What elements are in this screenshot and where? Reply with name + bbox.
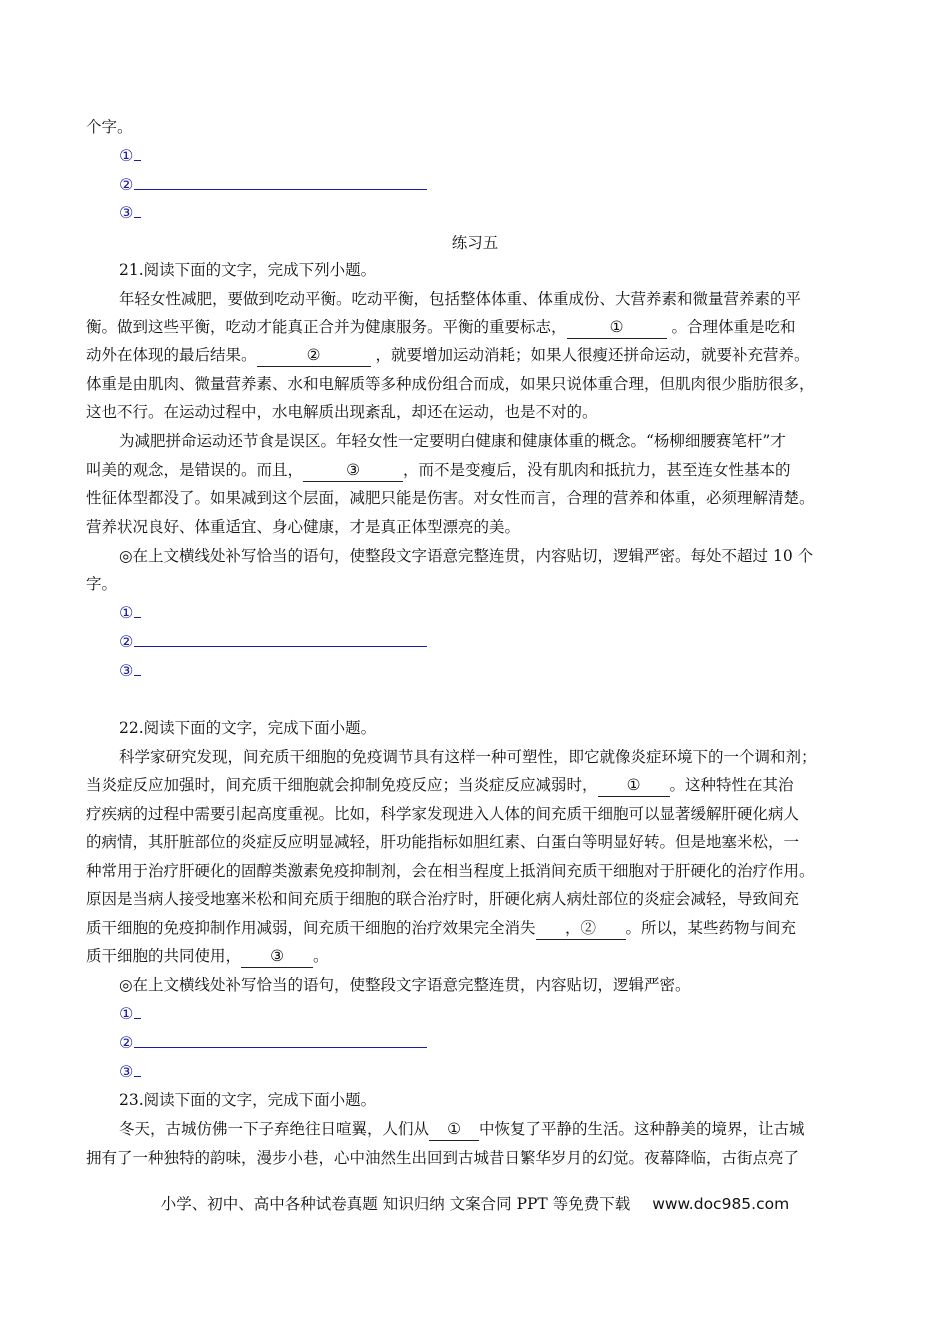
answer-slot-3[interactable]: ③ — [119, 202, 141, 222]
q22-text-line: 原因是当病人接受地塞米松和间充质于细胞的联合治疗时，肝硬化病人病灶部位的炎症会减轻，导致间充 — [86, 890, 800, 908]
answer-slot-3[interactable]: ③ — [119, 660, 141, 680]
q21-text-line: 性征体型都没了。如果减到这个层面，减肥只能是伤害。对女性而言，合理的营养和体重，必须理解清楚。 — [86, 489, 815, 507]
q21-text-line: 体重是由肌肉、微量营养素、水和电解质等多种成份组合而成，如果只说体重合理，但肌肉很少脂肪很多， — [86, 375, 815, 393]
blank-3[interactable]: ③ — [241, 945, 313, 968]
q21-text-line: 年轻女性减肥，要做到吃动平衡。吃动平衡，包括整体体重、体重成份、大营养素和微量营养素的平 — [119, 290, 802, 308]
blank-1[interactable]: ① — [429, 1118, 479, 1141]
q21-text-line: 这也不行。在运动过程中，水电解质出现紊乱，却还在运动，也是不对的。 — [86, 403, 598, 421]
footer-url-link[interactable]: www.doc985.com — [652, 1195, 790, 1213]
q21-heading: 21.阅读下面的文字，完成下列小题。 — [119, 261, 377, 279]
q21-instruction: ◎在上文横线处补写恰当的语句，使整段文字语意完整连贯，内容贴切，逻辑严密。每处不超过 10 个 — [119, 547, 814, 565]
blank-1[interactable]: ① — [598, 774, 670, 797]
answer-slot-1[interactable]: ① — [119, 1003, 141, 1023]
blank-2[interactable]: ② — [257, 344, 371, 367]
blank-2[interactable]: ，② — [536, 917, 626, 940]
q22-instruction: ◎在上文横线处补写恰当的语句，使整段文字语意完整连贯，内容贴切，逻辑严密。 — [119, 976, 691, 994]
answer-slot-2[interactable]: ② — [119, 174, 427, 194]
q22-text-line: 的病情，其肝脏部位的炎症反应明显减轻，肝功能指标如胆红素、白蛋白等明显好转。但是地塞米松，一 — [86, 833, 800, 851]
answer-slot-1[interactable]: ① — [119, 602, 141, 622]
q21-text-line: 动外在体现的最后结果。 ② ，就要增加运动消耗；如果人很瘦还拼命运动，就要补充营养。 — [86, 344, 809, 367]
q22-heading: 22.阅读下面的文字，完成下面小题。 — [119, 719, 377, 737]
q22-text-line: 当炎症反应加强时，间充质干细胞就会抑制免疫反应；当炎症反应减弱时， ① 。这种特性在其治 — [86, 774, 794, 797]
q23-heading: 23.阅读下面的文字，完成下面小题。 — [119, 1091, 377, 1109]
blank-3[interactable]: ③ — [303, 459, 403, 482]
q23-text-line: 拥有了一种独特的韵味，漫步小巷，心中油然生出回到古城昔日繁华岁月的幻觉。夜幕降临，古街点亮了 — [86, 1149, 800, 1167]
answer-slot-1[interactable]: ① — [119, 145, 141, 165]
q21-text-line: 叫美的观念，是错误的。而且， ③ ，而不是变瘦后，没有肌肉和抵抗力，甚至连女性基本的 — [86, 459, 791, 482]
section-title: 练习五 — [451, 234, 499, 252]
answer-slot-2[interactable]: ② — [119, 1032, 427, 1052]
q22-text-line: 质干细胞的共同使用， ③ 。 — [86, 945, 329, 968]
footer-text: 小学、初中、高中各种试卷真题 知识归纳 文案合同 PPT 等免费下载 — [160, 1195, 631, 1213]
q21-text-line: 营养状况良好、体重适宜、身心健康，才是真正体型漂亮的美。 — [86, 518, 521, 536]
q21-instruction: 字。 — [86, 575, 118, 593]
blank-1[interactable]: ① — [567, 316, 667, 339]
answer-slot-3[interactable]: ③ — [119, 1061, 141, 1081]
q21-text-line: 为减肥拼命运动还节食是误区。年轻女性一定要明白健康和健康体重的概念。“杨柳细腰赛笔杆”才 — [119, 432, 786, 450]
page-footer — [0, 1192, 950, 1214]
q23-text-line: 冬天，古城仿佛一下子弃绝往日喧翼，人们从 ① 中恢复了平静的生活。这种静美的境界，让古城 — [119, 1118, 805, 1141]
q22-text-line: 科学家研究发现，间充质干细胞的免疫调节具有这样一种可塑性，即它就像炎症环境下的一个调和剂； — [119, 748, 817, 766]
q22-text-line: 疗疾病的过程中需要引起高度重视。比如，科学家发现进入人体的间充质干细胞可以显著缓解肝硬化病人 — [86, 805, 800, 823]
q21-text-line: 衡。做到这些平衡，吃动才能真正合并为健康服务。平衡的重要标志， ① 。合理体重是吃和 — [86, 316, 795, 339]
q22-text-line: 质干细胞的免疫抑制作用减弱，间充质干细胞的治疗效果完全消失 ，② 。所以，某些药物与间充 — [86, 917, 796, 940]
q22-text-line: 种常用于治疗肝硬化的固醇类激素免疫抑制剂，会在相当程度上抵消间充质干细胞对于肝硬化的治疗作用。 — [86, 862, 815, 880]
answer-slot-2[interactable]: ② — [119, 631, 427, 651]
prev-question-tail: 个字。 — [86, 118, 133, 136]
